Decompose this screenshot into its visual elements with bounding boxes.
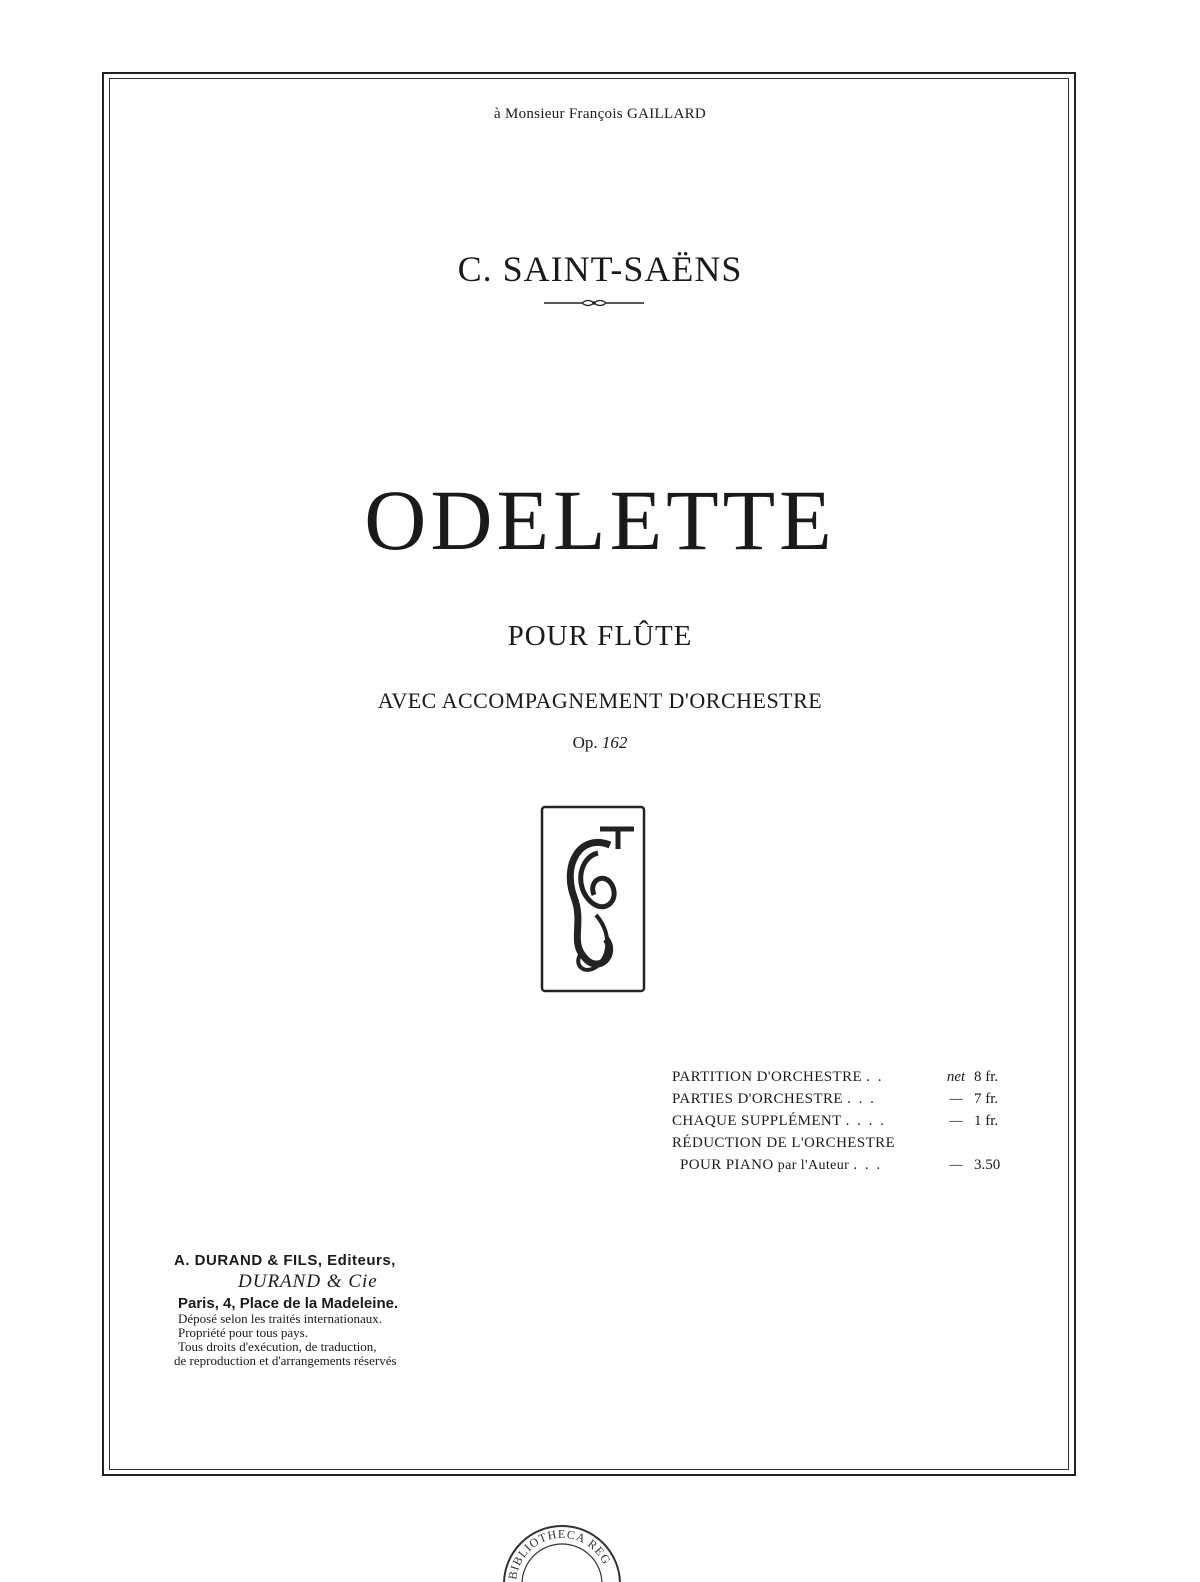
library-stamp [498, 1522, 626, 1582]
price-item: POUR PIANO par l'Auteur . . . [680, 1157, 883, 1173]
opus-value: 162 [601, 733, 628, 752]
price-value: 8 fr. [974, 1069, 999, 1085]
work-subtitle: POUR FLÛTE [507, 620, 693, 652]
price-list [672, 1066, 1034, 1177]
svg-text:BIBLIOTHECA REG [505, 1527, 614, 1581]
publisher-monogram-logo [540, 805, 646, 993]
price-mark: — [949, 1113, 963, 1129]
price-item: PARTIES D'ORCHESTRE . . . [672, 1091, 876, 1107]
price-mark: — [949, 1091, 963, 1107]
price-value [974, 1132, 1034, 1154]
work-title: ODELETTE [364, 472, 836, 568]
price-item: PARTITION D'ORCHESTRE . . [672, 1069, 884, 1085]
publisher-address: Paris, 4, Place de la Madeleine. [178, 1295, 399, 1312]
price-row [672, 1154, 1034, 1177]
publisher-firm: DURAND & Cie [238, 1271, 378, 1292]
composer-name: C. SAINT-SAËNS [457, 249, 743, 289]
price-mark [938, 1132, 974, 1154]
copyright-notice: de reproduction et d'arrangements réservés [174, 1353, 397, 1368]
price-mark: net [946, 1069, 966, 1085]
price-value: 7 fr. [974, 1091, 999, 1107]
price-value: 1 fr. [974, 1113, 999, 1129]
copyright-notice: Déposé selon les traités internationaux. [178, 1311, 382, 1326]
opus-number [0, 733, 1200, 753]
price-row [672, 1088, 1034, 1110]
price-row [672, 1066, 1034, 1088]
price-row [672, 1110, 1034, 1132]
opus-label: Op. [572, 733, 598, 752]
copyright-notice: Tous droits d'exécution, de traduction, [178, 1339, 377, 1354]
stamp-text: BIBLIOTHECA REG [505, 1526, 615, 1581]
ornament-divider [544, 296, 644, 310]
price-row [672, 1132, 1034, 1154]
copyright-notice: Propriété pour tous pays. [178, 1325, 308, 1340]
publisher-name: A. DURAND & FILS, Editeurs, [174, 1252, 396, 1269]
dedication: à Monsieur François GAILLARD [493, 106, 707, 122]
price-value: 3.50 [974, 1157, 1001, 1173]
accompaniment-line: AVEC ACCOMPAGNEMENT D'ORCHESTRE [377, 688, 823, 713]
price-item: CHAQUE SUPPLÉMENT . . . . [672, 1113, 886, 1129]
publisher-imprint [174, 1252, 398, 1368]
price-item: RÉDUCTION DE L'ORCHESTRE [672, 1135, 896, 1151]
price-mark: — [949, 1157, 963, 1173]
